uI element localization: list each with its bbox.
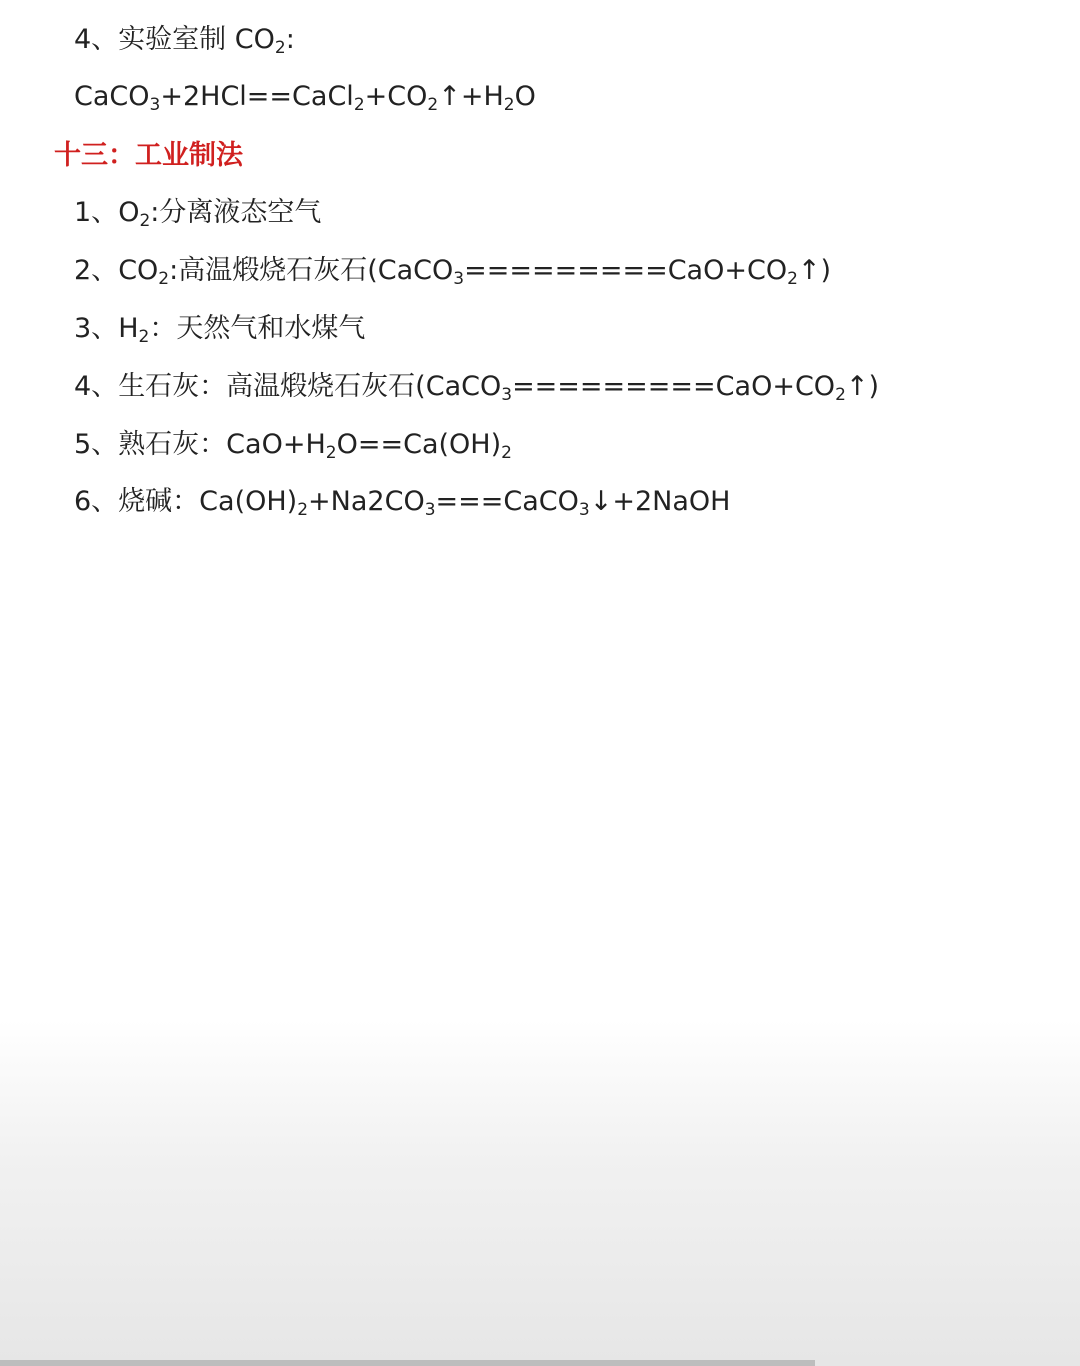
item-number: 1、 bbox=[74, 197, 119, 228]
subscript: 3 bbox=[501, 385, 513, 405]
text-segment: 熟石灰：CaO+H bbox=[118, 429, 326, 460]
item-number: 6、 bbox=[74, 486, 119, 517]
subscript: 2 bbox=[297, 500, 309, 520]
item-carbon-dioxide bbox=[74, 251, 831, 291]
text-segment: :分离液态空气 bbox=[150, 197, 322, 228]
text-segment: ↑+H bbox=[438, 81, 504, 112]
subscript: 3 bbox=[424, 500, 436, 520]
text-segment: : bbox=[285, 24, 295, 55]
subscript: 2 bbox=[503, 95, 515, 115]
text-segment: CaCO bbox=[74, 81, 150, 112]
text-segment: ===CaCO bbox=[435, 486, 579, 517]
subscript: 3 bbox=[149, 95, 161, 115]
item-number: 2、 bbox=[74, 255, 119, 286]
item-number: 3、 bbox=[74, 313, 119, 344]
subscript: 2 bbox=[274, 38, 286, 58]
subscript: 2 bbox=[325, 443, 337, 463]
subscript: 2 bbox=[501, 443, 512, 463]
subscript: 2 bbox=[158, 269, 170, 289]
item-hydrogen bbox=[74, 309, 365, 349]
text-segment: CO bbox=[118, 255, 159, 286]
item-number: 4、 bbox=[74, 371, 119, 402]
subscript: 3 bbox=[578, 500, 590, 520]
text-segment: ↑) bbox=[797, 255, 832, 286]
item-quicklime bbox=[74, 367, 879, 407]
subscript: 2 bbox=[787, 269, 798, 289]
lab-co2-equation bbox=[74, 77, 536, 117]
text-segment: +CO bbox=[364, 81, 428, 112]
lab-co2-heading bbox=[74, 20, 295, 60]
item-slaked-lime bbox=[74, 425, 512, 465]
text-segment: 生石灰：高温煅烧石灰石(CaCO bbox=[118, 371, 502, 402]
text-segment: 实验室制 CO bbox=[118, 24, 275, 55]
subscript: 2 bbox=[139, 211, 151, 231]
text-segment: =========CaO+CO bbox=[464, 255, 788, 286]
text-segment: O bbox=[514, 81, 536, 112]
subscript: 2 bbox=[835, 385, 846, 405]
text-segment: O bbox=[118, 197, 140, 228]
item-oxygen bbox=[74, 193, 321, 233]
text-segment: =========CaO+CO bbox=[512, 371, 836, 402]
item-number: 4、 bbox=[74, 24, 119, 55]
subscript: 2 bbox=[353, 95, 365, 115]
subscript: 3 bbox=[453, 269, 465, 289]
text-segment: ↑) bbox=[845, 371, 880, 402]
text-segment: +2HCl==CaCl bbox=[160, 81, 354, 112]
text-segment: H bbox=[118, 313, 139, 344]
section-title: 十三：工业制法 bbox=[54, 140, 243, 171]
subscript: 2 bbox=[138, 327, 150, 347]
bottom-scroll-indicator bbox=[0, 1360, 815, 1366]
text-segment: 烧碱：Ca(OH) bbox=[118, 486, 298, 517]
text-segment: :高温煅烧石灰石(CaCO bbox=[169, 255, 454, 286]
text-segment: ：天然气和水煤气 bbox=[149, 313, 366, 344]
subscript: 2 bbox=[427, 95, 439, 115]
text-segment: ↓+2NaOH bbox=[589, 486, 731, 517]
text-segment: +Na2CO bbox=[308, 486, 425, 517]
item-caustic-soda bbox=[74, 482, 730, 522]
text-segment: O==Ca(OH) bbox=[336, 429, 502, 460]
item-number: 5、 bbox=[74, 429, 119, 460]
